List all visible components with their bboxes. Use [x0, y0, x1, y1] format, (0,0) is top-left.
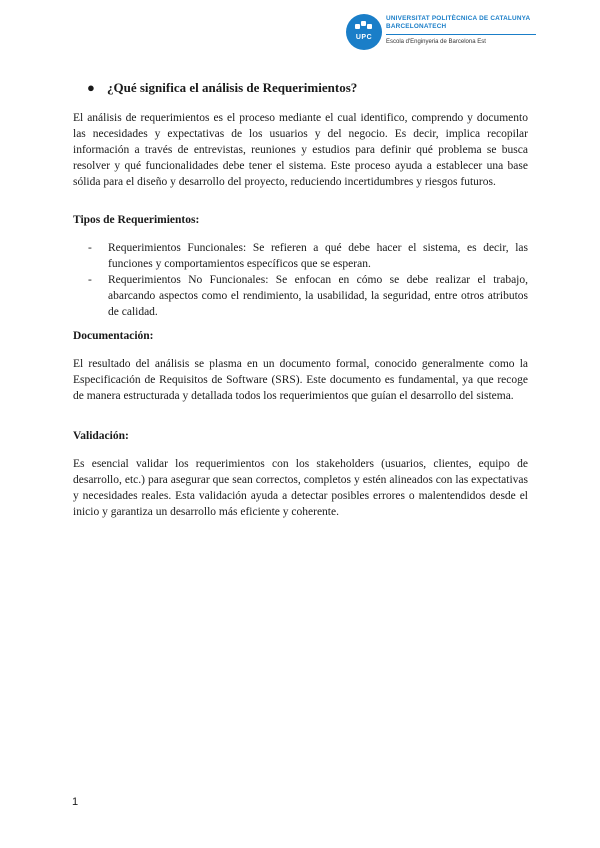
page-number: 1	[72, 796, 79, 808]
university-logo	[346, 14, 536, 54]
logo-divider	[386, 34, 536, 35]
logo-barcelonatech: BARCELONATECH	[386, 23, 447, 30]
section-heading-documentacion: Documentación:	[73, 330, 154, 342]
page-title-text: ¿Qué significa el análisis de Requerimientos?	[107, 80, 358, 95]
logo-text	[386, 15, 536, 46]
list-item	[88, 272, 528, 320]
upc-emblem	[346, 14, 382, 50]
list-item	[88, 240, 528, 272]
list-item-text: Requerimientos Funcionales: Se refieren a qué debe hacer el sistema, es decir, las funciones y comportamientos específicos que se esperan.	[108, 242, 528, 270]
validacion-paragraph	[73, 456, 528, 520]
logo-university-name: UNIVERSITAT POLITÈCNICA DE CATALUNYA	[386, 15, 531, 22]
section-heading-validacion: Validación:	[73, 430, 129, 442]
validacion-text: Es esencial validar los requerimientos con los stakeholders (usuarios, clientes, equipo de desarrollo, etc.) para asegurar que sean correctos, completos y estén alineados con las expectativas y necesidades reales. Esta validación ayuda a detectar posibles errores o malentendidos desde el inicio y garantiza un desarrollo más eficiente y coherente.	[73, 458, 528, 518]
intro-text: El análisis de requerimientos es el proceso mediante el cual identifico, comprendo y documento las necesidades y expectativas de los usuarios y del negocio. Es decir, implica recopilar información a través de entrevistas, reuniones y estudios para definir qué problema se busca resolver y qué funcionalidades debe tener el sistema. Este proceso ayuda a establecer una base sólida para el diseño y desarrollo del proyecto, reduciendo incertidumbres y riesgos futuros.	[73, 112, 528, 188]
list-dash: -	[88, 242, 92, 254]
bullet-icon: ●	[87, 80, 95, 95]
documentacion-paragraph	[73, 356, 528, 404]
logo-school-name: Escola d'Enginyeria de Barcelona Est	[386, 39, 486, 45]
logo-abbr: UPC	[355, 34, 373, 41]
documentacion-text: El resultado del análisis se plasma en un documento formal, conocido generalmente como la Especificación de Requisitos de Software (SRS). Este documento es fundamental, ya que recoge de manera estructurada y detallada todos los requerimientos que guían el desarrollo del sistema.	[73, 358, 528, 402]
section-heading-tipos: Tipos de Requerimientos:	[73, 214, 200, 226]
list-item-text: Requerimientos No Funcionales: Se enfocan en cómo se debe realizar el trabajo, abarcando aspectos como el rendimiento, la usabilidad, la seguridad, entre otros atributos de calidad.	[108, 274, 528, 318]
list-dash: -	[88, 274, 92, 286]
intro-paragraph	[73, 110, 528, 190]
emblem-squares-icon	[355, 21, 373, 31]
